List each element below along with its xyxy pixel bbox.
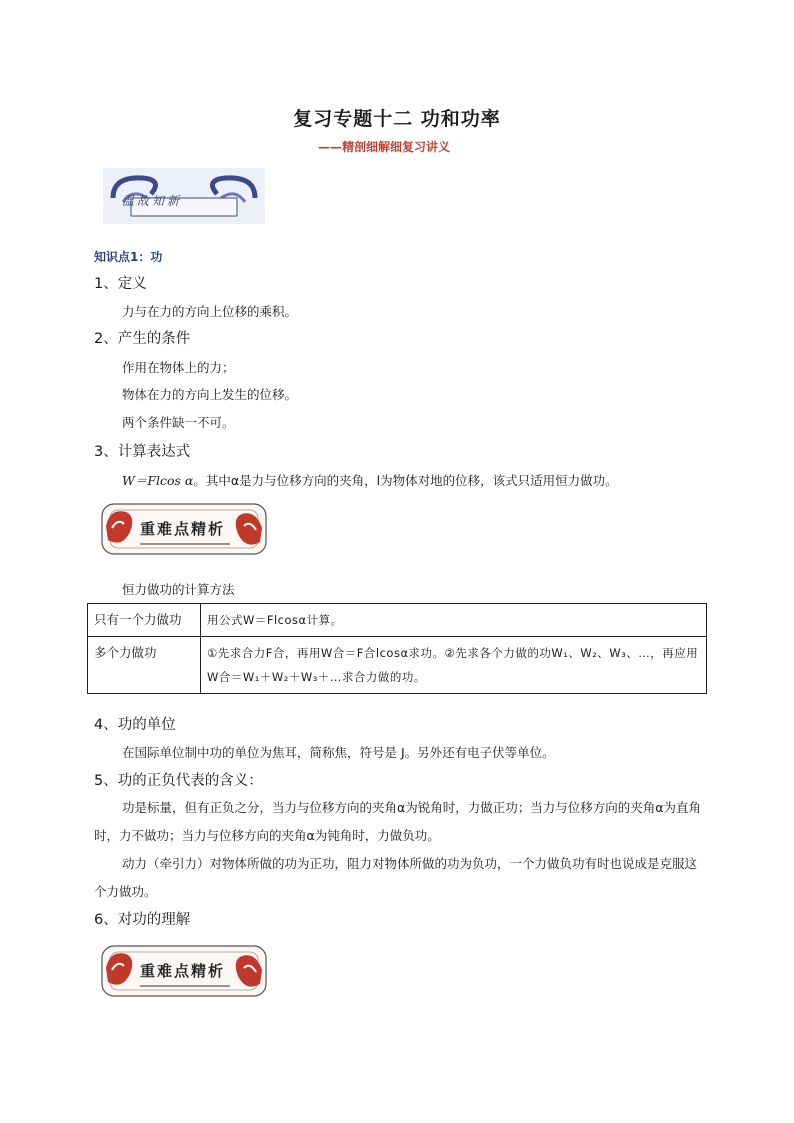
section-heading: 3、计算表达式 — [94, 444, 191, 460]
section-heading: 6、对功的理解 — [94, 912, 191, 928]
section-heading: 2、产生的条件 — [94, 331, 191, 347]
section-heading: 1、定义 — [94, 276, 147, 292]
section-heading: 4、功的单位 — [94, 717, 176, 733]
knowledge-point-heading: 知识点1：功 — [94, 250, 163, 264]
table-row — [88, 637, 707, 694]
section-heading: 5、功的正负代表的含义： — [94, 773, 263, 789]
formula-explanation: 。其中α是力与位移方向的夹角，l为物体对地的位移，该式只适用恒力做功。 — [193, 473, 618, 488]
paragraph: 动力（牵引力）对物体所做的功为正功，阻力对物体所做的功为负功，一个力做负功有时也说成是克服这个力做功。 — [94, 856, 698, 899]
table-caption: 恒力做功的计算方法 — [122, 582, 235, 597]
key-points-banner-label: 重难点精析 — [140, 962, 226, 980]
text-line: 两个条件缺一不可。 — [122, 415, 235, 430]
review-banner-label: 温故知新 — [122, 194, 183, 208]
text-line: 力与在力的方向上位移的乘积。 — [122, 304, 298, 319]
text-line: 物体在力的方向上发生的位移。 — [122, 387, 298, 402]
table-cell-method: 用公式W＝Flcosα计算。 — [201, 604, 707, 637]
formula-line — [122, 471, 618, 489]
page-subtitle: ——精剖细解细复习讲义 — [318, 140, 451, 154]
table-cell-method: ①先求合力F合，再用W合＝F合lcosα求功。②先求各个力做的功W₁、W₂、W₃、…，再应用W合＝W₁＋W₂＋W₃＋…求合力做的功。 — [201, 637, 707, 694]
work-calculation-table — [87, 603, 707, 694]
key-points-banner-label: 重难点精析 — [140, 520, 226, 538]
text-line: 在国际单位制中功的单位为焦耳，简称焦，符号是 J。另外还有电子伏等单位。 — [122, 745, 555, 760]
table-cell-case: 只有一个力做功 — [88, 604, 201, 637]
text-line: 作用在物体上的力； — [122, 360, 235, 375]
work-formula: W＝Flcos α — [122, 473, 194, 488]
table-row — [88, 604, 707, 637]
page-title: 复习专题十二 功和功率 — [293, 108, 501, 130]
paragraph: 功是标量，但有正负之分，当力与位移方向的夹角α为锐角时，力做正功；当力与位移方向的夹角α为直角时，力不做功；当力与位移方向的夹角α为钝角时，力做负功。 — [94, 800, 701, 843]
table-cell-case: 多个力做功 — [88, 637, 201, 694]
